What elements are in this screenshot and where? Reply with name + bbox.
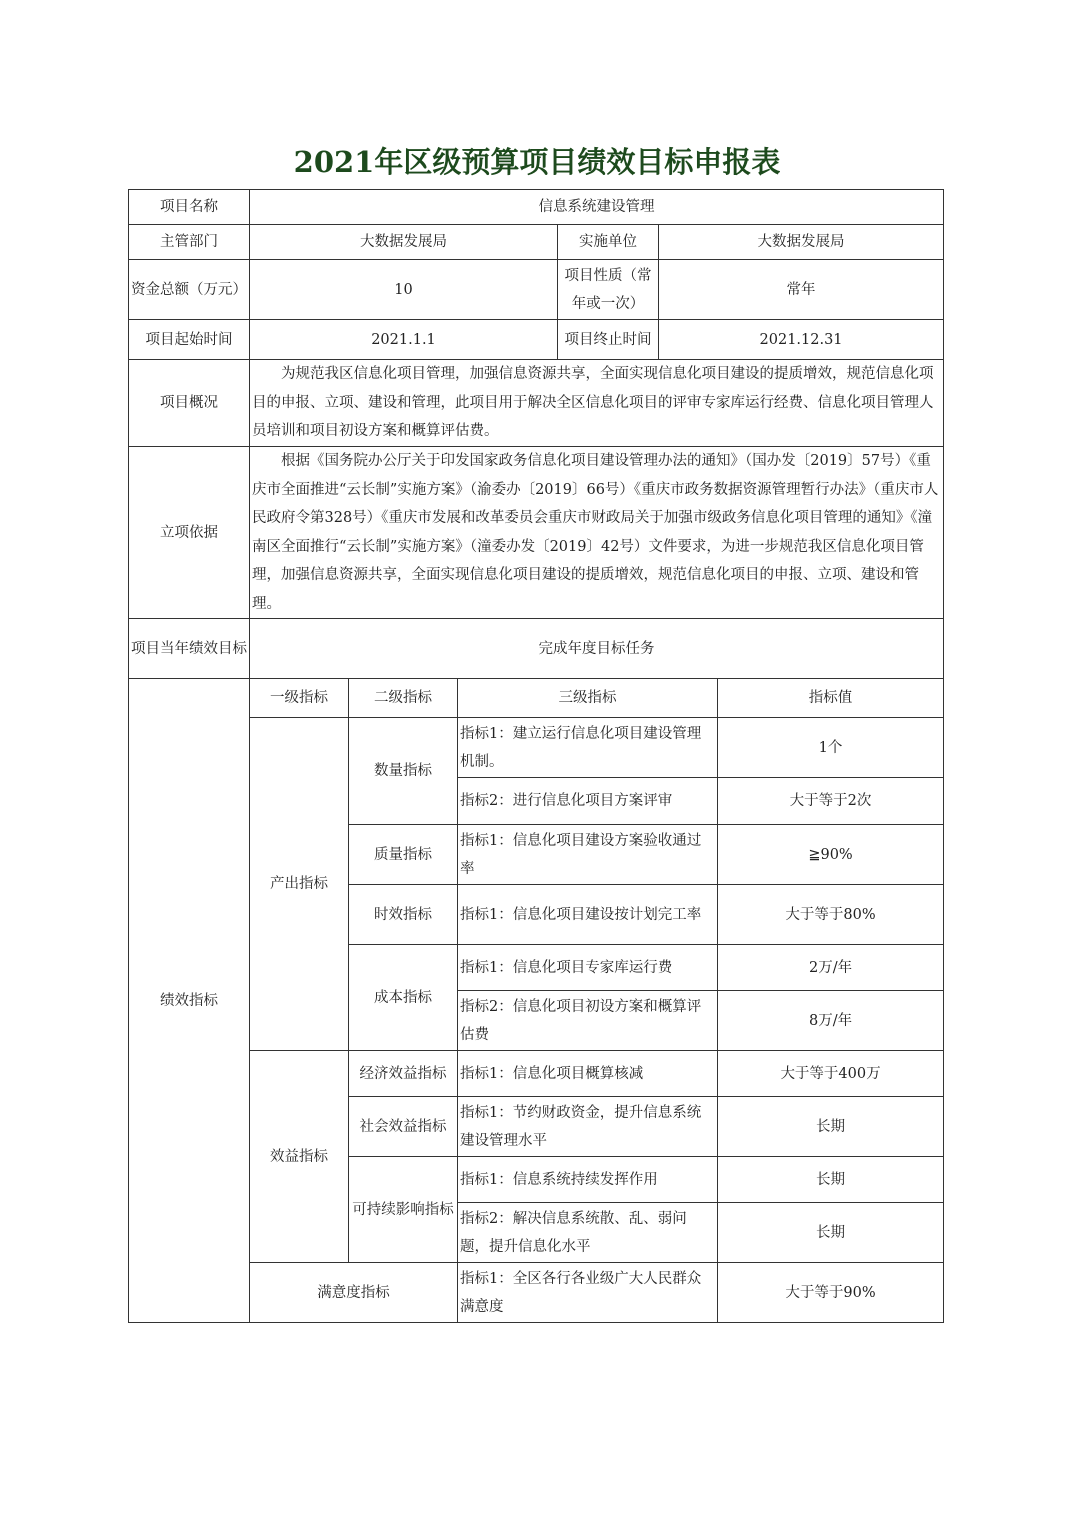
- indicator-text: 指标1：建立运行信息化项目建设管理机制。: [458, 718, 718, 778]
- start-label: 项目起始时间: [129, 320, 250, 360]
- end-label: 项目终止时间: [558, 320, 659, 360]
- indicator-value: 大于等于2次: [718, 778, 944, 825]
- satisfaction-label: 满意度指标: [250, 1263, 458, 1323]
- indicator-value: 1个: [718, 718, 944, 778]
- indicator-text: 指标1：全区各行各业级广大人民群众满意度: [458, 1263, 718, 1323]
- economic-label: 经济效益指标: [349, 1051, 458, 1097]
- indicator-value: 长期: [718, 1097, 944, 1157]
- indicator-text: 指标1：信息化项目建设方案验收通过率: [458, 825, 718, 885]
- social-label: 社会效益指标: [349, 1097, 458, 1157]
- indicators-label: 绩效指标: [129, 679, 250, 1323]
- indicator-text: 指标1：信息化项目专家库运行费: [458, 945, 718, 991]
- performance-table: [128, 189, 944, 1323]
- indicator-value: 大于等于90%: [718, 1263, 944, 1323]
- indicator-text: 指标1：信息化项目建设按计划完工率: [458, 885, 718, 945]
- indicator-text: 指标1：信息系统持续发挥作用: [458, 1157, 718, 1203]
- quality-label: 质量指标: [349, 825, 458, 885]
- timeliness-label: 时效指标: [349, 885, 458, 945]
- indicator-value: ≧90%: [718, 825, 944, 885]
- dept-label: 主管部门: [129, 225, 250, 260]
- indicator-value: 2万/年: [718, 945, 944, 991]
- page-title: 2021年区级预算项目绩效目标申报表: [293, 145, 781, 179]
- overview-value: 为规范我区信息化项目管理，加强信息资源共享，全面实现信息化项目建设的提质增效，规范信息化项目的申报、立项、建设和管理，此项目用于解决全区信息化项目的评审专家库运行经费、信息化项目管理人员培训和项目初设方案和概算评估费。: [250, 360, 944, 447]
- nature-label: 项目性质（常年或一次）: [558, 260, 659, 320]
- indicator-value: 8万/年: [718, 991, 944, 1051]
- indicator-text: 指标1：信息化项目概算核减: [458, 1051, 718, 1097]
- output-label: 产出指标: [250, 718, 349, 1051]
- header-level1: 一级指标: [250, 679, 349, 718]
- overview-label: 项目概况: [129, 360, 250, 447]
- benefit-label: 效益指标: [250, 1051, 349, 1263]
- fund-label: 资金总额（万元）: [129, 260, 250, 320]
- unit-value: 大数据发展局: [659, 225, 944, 260]
- indicator-text: 指标2：信息化项目初设方案和概算评估费: [458, 991, 718, 1051]
- header-level2: 二级指标: [349, 679, 458, 718]
- name-value: 信息系统建设管理: [250, 190, 944, 225]
- nature-value: 常年: [659, 260, 944, 320]
- dept-value: 大数据发展局: [250, 225, 558, 260]
- quantity-label: 数量指标: [349, 718, 458, 825]
- goal-label: 项目当年绩效目标: [129, 619, 250, 679]
- basis-value: 根据《国务院办公厅关于印发国家政务信息化项目建设管理办法的通知》（国办发〔2019〕57号）《重庆市全面推进“云长制”实施方案》（渝委办〔2019〕66号）《重庆市政务数据资源管理暂行办法》（重庆市人民政府令第328号）《重庆市发展和改革委员会重庆市财政局关于加强市级政务信息化项目管理的通知》《潼南区全面推行“云长制”实施方案》（潼委办发〔2019〕42号）文件要求，为进一步规范我区信息化项目管理，加强信息资源共享，全面实现信息化项目建设的提质增效，规范信息化项目的申报、立项、建设和管理。: [250, 447, 944, 619]
- indicator-text: 指标1：节约财政资金，提升信息系统建设管理水平: [458, 1097, 718, 1157]
- name-label: 项目名称: [129, 190, 250, 225]
- header-value: 指标值: [718, 679, 944, 718]
- indicator-text: 指标2：解决信息系统散、乱、弱问题，提升信息化水平: [458, 1203, 718, 1263]
- start-value: 2021.1.1: [250, 320, 558, 360]
- unit-label: 实施单位: [558, 225, 659, 260]
- indicator-value: 长期: [718, 1203, 944, 1263]
- sustain-label: 可持续影响指标: [349, 1157, 458, 1263]
- indicator-value: 大于等于400万: [718, 1051, 944, 1097]
- goal-value: 完成年度目标任务: [250, 619, 944, 679]
- header-level3: 三级指标: [458, 679, 718, 718]
- cost-label: 成本指标: [349, 945, 458, 1051]
- indicator-text: 指标2：进行信息化项目方案评审: [458, 778, 718, 825]
- indicator-value: 长期: [718, 1157, 944, 1203]
- fund-value: 10: [250, 260, 558, 320]
- indicator-value: 大于等于80%: [718, 885, 944, 945]
- end-value: 2021.12.31: [659, 320, 944, 360]
- basis-label: 立项依据: [129, 447, 250, 619]
